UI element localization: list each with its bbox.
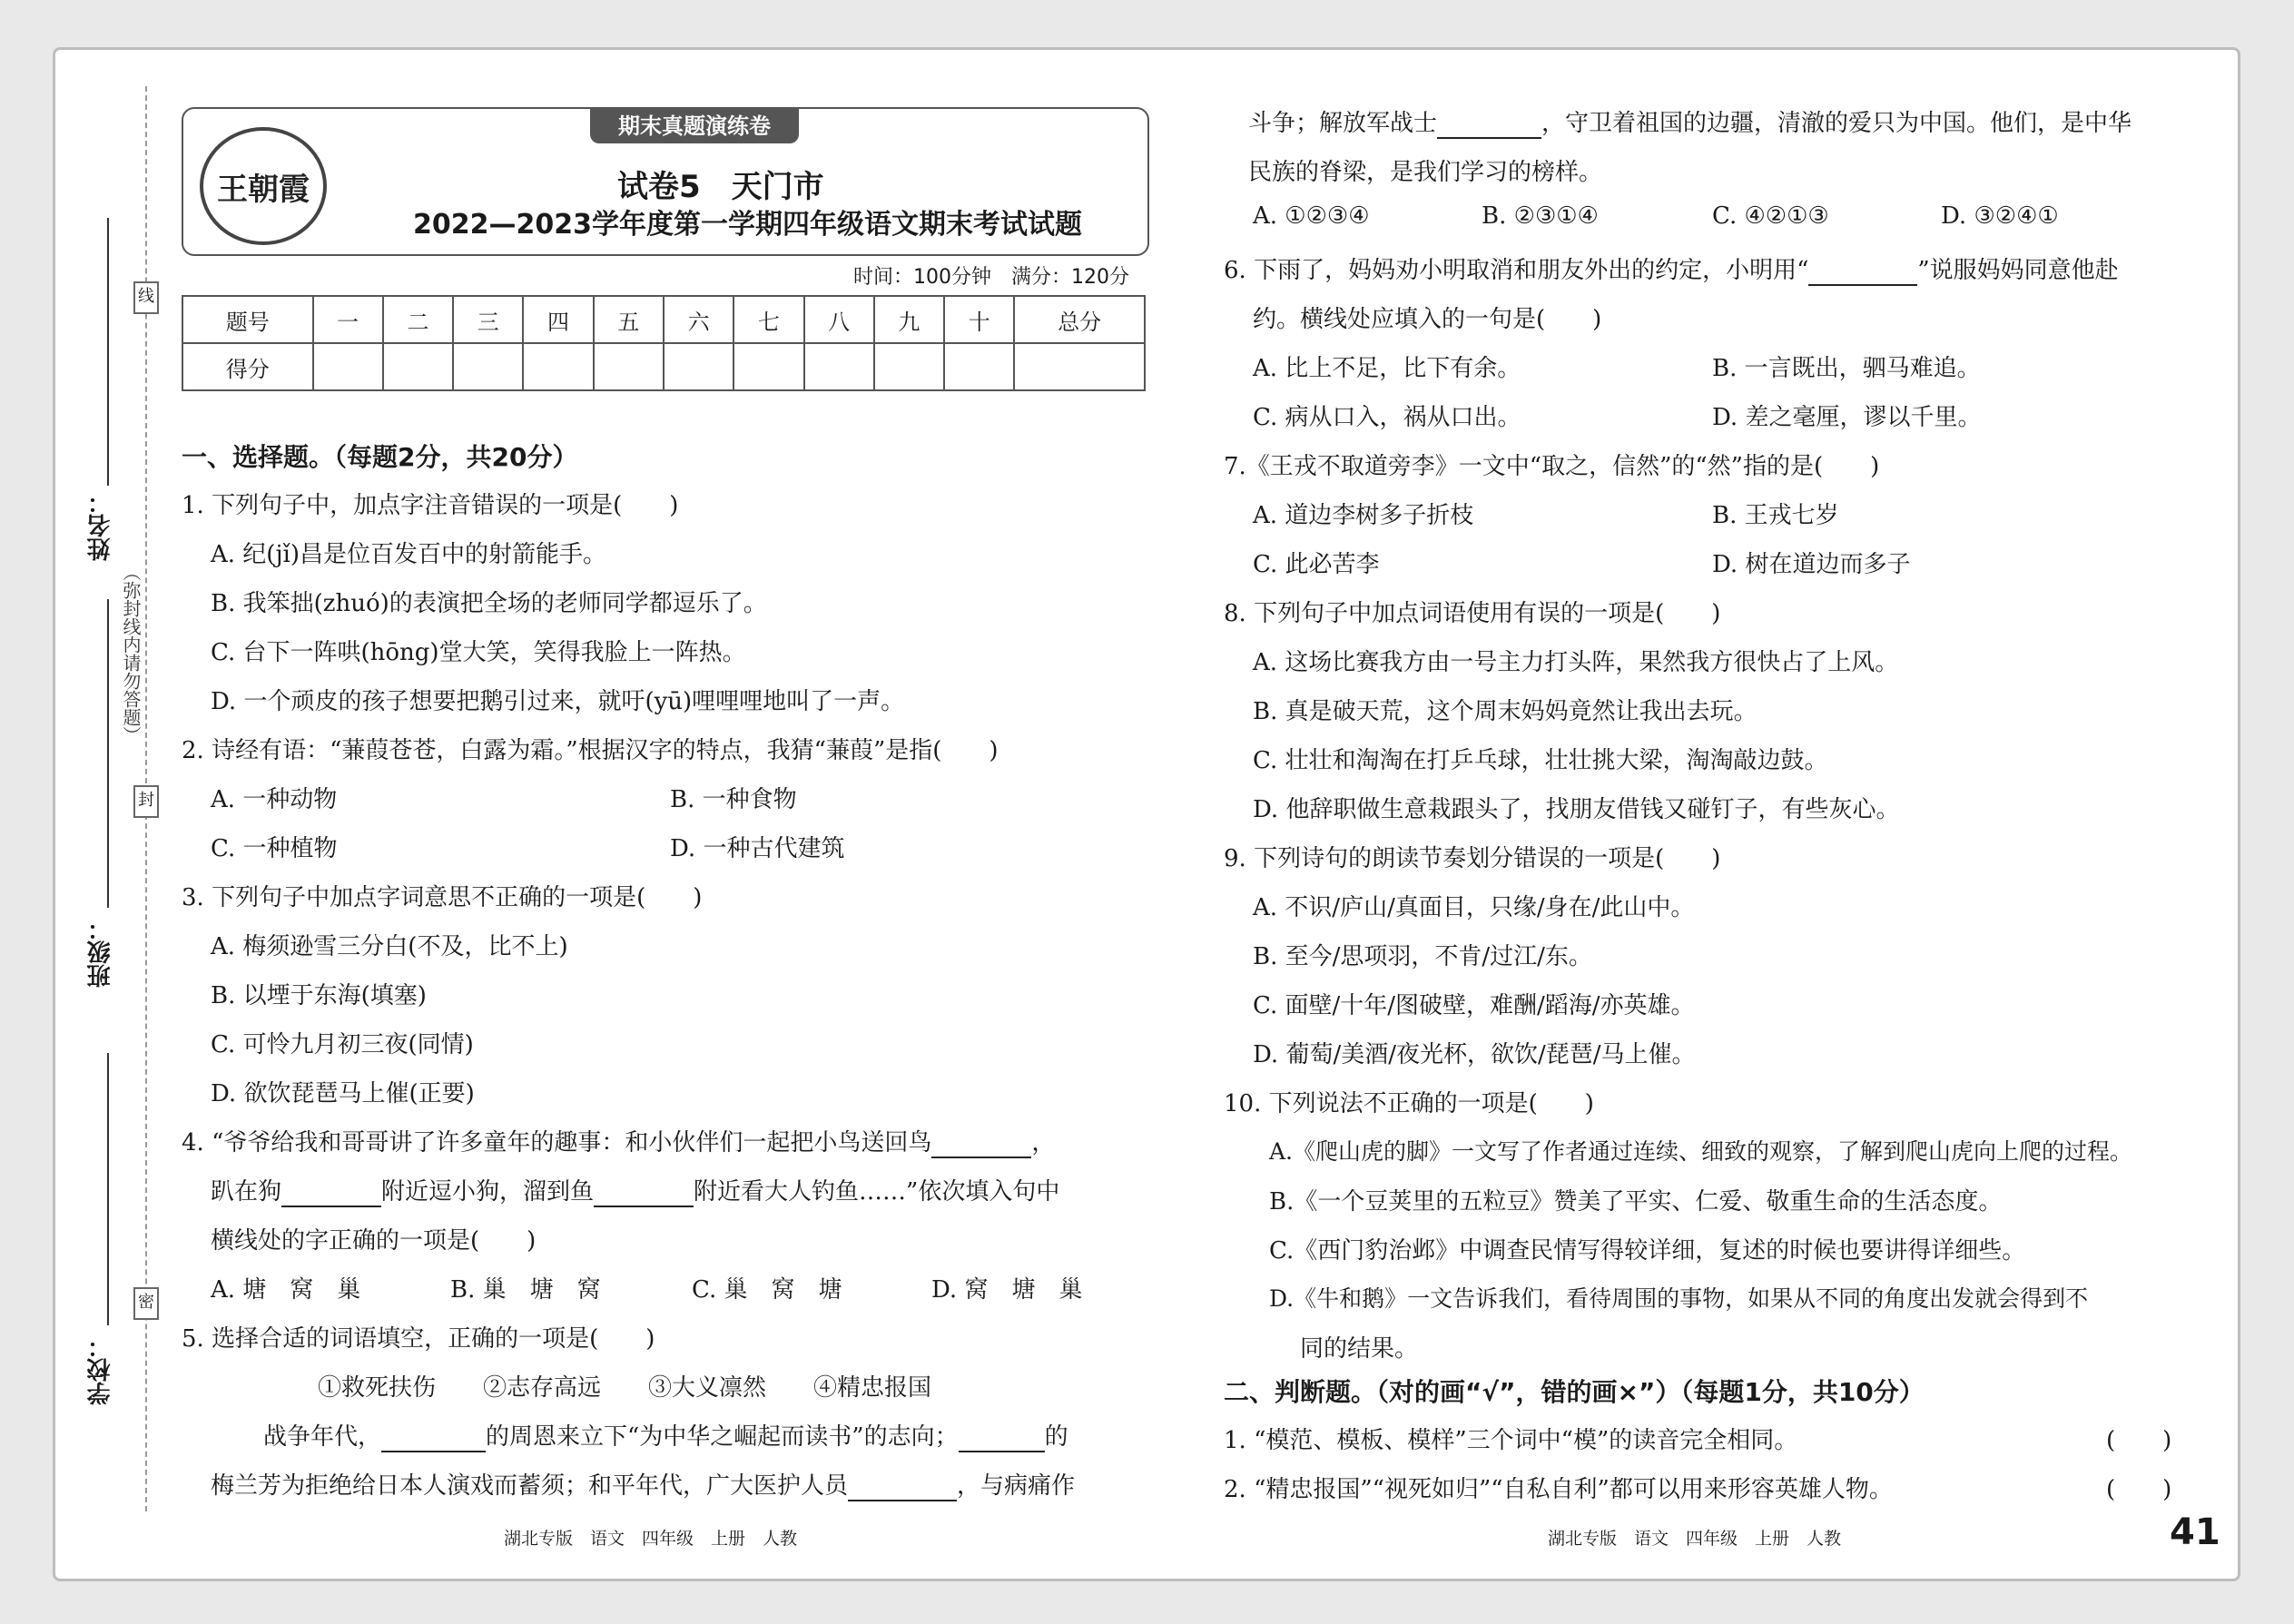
q1-option-b: B. 我笨拙(zhuó)的表演把全场的老师同学都逗乐了。 xyxy=(211,590,767,617)
question-10: 10. 下列说法不正确的一项是( ) xyxy=(1224,1090,1594,1117)
score-header-cell: 九 xyxy=(874,296,944,343)
q5-option-b: B. ②③①④ xyxy=(1482,202,1599,230)
score-header-cell: 二 xyxy=(383,296,453,343)
q7-option-b: B. 王戎七岁 xyxy=(1712,502,1839,529)
score-header-cell: 八 xyxy=(804,296,874,343)
score-header-cell: 总分 xyxy=(1014,296,1145,343)
score-cell[interactable] xyxy=(594,343,664,390)
q5-text: ，与病痛作 xyxy=(957,1472,1076,1500)
score-header-cell: 七 xyxy=(733,296,803,343)
school-field[interactable] xyxy=(107,1053,109,1325)
exam-meta: 时间：100分钟 满分：120分 xyxy=(853,266,1129,289)
class-field[interactable] xyxy=(107,599,109,908)
score-cell[interactable] xyxy=(313,343,383,390)
seal-mark-bottom: 密 xyxy=(133,1287,159,1320)
q8-option-d: D. 他辞职做生意栽跟头了，找朋友借钱又碰钉子，有些灰心。 xyxy=(1253,796,1900,823)
q9-option-a: A. 不识/庐山/真面目，只缘/身在/此山中。 xyxy=(1253,894,1695,921)
q5-text: 的 xyxy=(1044,1423,1068,1451)
q2-option-a: A. 一种动物 xyxy=(211,786,338,813)
q1-option-d: D. 一个顽皮的孩子想要把鹅引过来，就吁(yū)哩哩哩地叫了一声。 xyxy=(211,688,905,715)
q4-option-a: A. 塘 窝 巢 xyxy=(211,1276,361,1304)
question-6 xyxy=(1224,251,2119,286)
page-number: 41 xyxy=(2170,1511,2220,1553)
q10-option-d: D.《牛和鹅》一文告诉我们，看待周围的事物，如果从不同的角度出发就会得到不 xyxy=(1269,1285,2089,1312)
q5-passage-line4: 民族的脊梁，是我们学习的榜样。 xyxy=(1248,159,1603,186)
q4-line2-c: 附近看大人钓鱼……”依次填入句中 xyxy=(694,1178,1060,1206)
score-header-cell: 四 xyxy=(523,296,593,343)
score-cell[interactable] xyxy=(383,343,453,390)
q4-blank-1[interactable] xyxy=(931,1129,1031,1158)
judge-2-answer[interactable]: ( ) xyxy=(2106,1476,2172,1503)
seal-mark-top: 线 xyxy=(133,281,159,314)
publisher-logo xyxy=(200,127,327,245)
q3-option-d: D. 欲饮琵琶马上催(正要) xyxy=(211,1080,475,1107)
q6-option-b: B. 一言既出，驷马难追。 xyxy=(1712,355,1981,382)
score-cell[interactable] xyxy=(453,343,523,390)
q5-option-d: D. ③②④① xyxy=(1941,202,2059,230)
q5-option-a: A. ①②③④ xyxy=(1253,202,1370,230)
score-cell[interactable] xyxy=(944,343,1014,390)
q5-blank-4[interactable] xyxy=(1437,110,1541,139)
q5-blank-3[interactable] xyxy=(848,1472,957,1501)
q5-text: ，守卫着祖国的边疆，清澈的爱只为中国。他们，是中华 xyxy=(1541,110,2132,137)
score-row-label: 得分 xyxy=(182,343,313,390)
section-judge-title: 二、判断题。（对的画“√”，错的画×”）（每题1分，共10分） xyxy=(1224,1377,1925,1407)
q5-text: 战争年代， xyxy=(263,1423,382,1451)
q5-blank-2[interactable] xyxy=(959,1423,1045,1452)
q5-blank-1[interactable] xyxy=(381,1423,486,1452)
score-header-row xyxy=(182,296,1145,343)
question-8: 8. 下列句子中加点词语使用有误的一项是( ) xyxy=(1224,600,1721,627)
q5-text: 斗争；解放军战士 xyxy=(1248,110,1438,137)
judge-1: 1. “模范、模板、模样”三个词中“模”的读音完全相同。 xyxy=(1224,1427,1798,1454)
q4-line1: 4. “爷爷给我和哥哥讲了许多童年的趣事：和小伙伴们一起把小鸟送回鸟 xyxy=(182,1129,932,1156)
q9-option-b: B. 至今/思项羽，不肯/过江/东。 xyxy=(1253,943,1592,970)
judge-2: 2. “精忠报国”“视死如归”“自私自利”都可以用来形容英雄人物。 xyxy=(1224,1476,1893,1503)
q4-blank-3[interactable] xyxy=(594,1178,694,1207)
class-label: 班级： xyxy=(87,917,114,988)
q8-option-b: B. 真是破天荒，这个周末妈妈竟然让我出去玩。 xyxy=(1253,698,1757,725)
exam-title: 试卷5 天门市 xyxy=(617,169,824,205)
question-5: 5. 选择合适的词语填空，正确的一项是( ) xyxy=(182,1325,655,1353)
q7-option-a: A. 道边李树多子折枝 xyxy=(1253,502,1474,529)
q7-option-d: D. 树在道边而多子 xyxy=(1712,551,1911,578)
score-cell[interactable] xyxy=(874,343,944,390)
q6-blank[interactable] xyxy=(1808,257,1917,286)
score-header-cell: 题号 xyxy=(182,296,313,343)
q1-option-c: C. 台下一阵哄(hōng)堂大笑，笑得我脸上一阵热。 xyxy=(211,639,746,666)
seal-notice: （弥封线内请勿答题） xyxy=(120,563,142,744)
logo-text: 王朝霞 xyxy=(217,171,310,208)
q4-line2-a: 趴在狗 xyxy=(211,1178,282,1206)
question-9: 9. 下列诗句的朗读节奏划分错误的一项是( ) xyxy=(1224,845,1721,872)
q5-text: 的周恩来立下“为中华之崛起而读书”的志向； xyxy=(486,1423,959,1451)
q5-word-options: ①救死扶伤 ②志存高远 ③大义凛然 ④精忠报国 xyxy=(318,1374,932,1402)
q5-passage-line2 xyxy=(211,1467,1075,1501)
question-6-line2: 约。横线处应填入的一句是( ) xyxy=(1253,306,1602,333)
seal-mark-middle: 封 xyxy=(133,785,159,818)
q4-option-b: B. 巢 塘 窝 xyxy=(450,1276,601,1304)
question-4: 4. “爷爷给我和哥哥讲了许多童年的趣事：和小伙伴们一起把小鸟送回鸟 ， xyxy=(182,1129,1056,1156)
question-4-line2 xyxy=(211,1173,1059,1207)
q3-option-b: B. 以堙于东海(填塞) xyxy=(211,982,427,1009)
exam-subtitle: 2022—2023学年度第一学期四年级语文期末考试试题 xyxy=(413,209,1082,241)
question-1: 1. 下列句子中，加点字注音错误的一项是( ) xyxy=(182,492,679,519)
score-table xyxy=(182,295,1146,391)
score-value-row xyxy=(182,343,1145,390)
q1-option-a: A. 纪(jǐ)昌是位百发百中的射箭能手。 xyxy=(211,541,606,568)
q3-option-a: A. 梅须逊雪三分白(不及，比不上) xyxy=(211,933,568,960)
exam-banner: 期末真题演练卷 xyxy=(590,109,799,143)
q9-option-c: C. 面壁/十年/图破壁，难酬/蹈海/亦英雄。 xyxy=(1253,992,1695,1019)
q4-option-c: C. 巢 窝 塘 xyxy=(692,1276,842,1304)
q5-passage-line3 xyxy=(1248,104,2132,139)
q8-option-a: A. 这场比赛我方由一号主力打头阵，果然我方很快占了上风。 xyxy=(1253,649,1899,676)
score-header-cell: 五 xyxy=(594,296,664,343)
footer-right: 湖北专版 语文 四年级 上册 人教 xyxy=(1548,1529,1842,1549)
question-4-line3: 横线处的字正确的一项是( ) xyxy=(211,1227,537,1255)
question-2: 2. 诗经有语：“蒹葭苍苍，白露为霜。”根据汉字的特点，我猜“蒹葭”是指( ) xyxy=(182,737,999,764)
name-label: 姓名： xyxy=(87,490,114,561)
q8-option-c: C. 壮壮和淘淘在打乒乓球，壮壮挑大梁，淘淘敲边鼓。 xyxy=(1253,747,1828,774)
q2-option-b: B. 一种食物 xyxy=(670,786,797,813)
q10-option-a: A.《爬山虎的脚》一文写了作者通过连续、细致的观察，了解到爬山虎向上爬的过程。 xyxy=(1269,1138,2133,1165)
score-cell[interactable] xyxy=(733,343,803,390)
judge-1-answer[interactable]: ( ) xyxy=(2106,1427,2172,1454)
q4-blank-2[interactable] xyxy=(281,1178,381,1207)
score-header-cell: 一 xyxy=(313,296,383,343)
q2-option-d: D. 一种古代建筑 xyxy=(670,835,845,862)
score-header-cell: 十 xyxy=(944,296,1014,343)
q6-option-c: C. 病从口入，祸从口出。 xyxy=(1253,404,1521,431)
q4-line2-b: 附近逗小狗，溜到鱼 xyxy=(381,1178,595,1206)
q9-option-d: D. 葡萄/美酒/夜光杯，欲饮/琵琶/马上催。 xyxy=(1253,1041,1696,1068)
section-choice-title: 一、选择题。（每题2分，共20分） xyxy=(182,442,578,472)
q6-text: ”说服妈妈同意他赴 xyxy=(1917,257,2119,284)
q10-option-b: B.《一个豆荚里的五粒豆》赞美了平实、仁爱、敬重生命的生活态度。 xyxy=(1269,1188,2003,1216)
q10-option-c: C.《西门豹治邺》中调查民情写得较详细，复述的时候也要讲得详细些。 xyxy=(1269,1237,2026,1265)
q5-option-c: C. ④②①③ xyxy=(1712,202,1829,230)
score-header-cell: 六 xyxy=(664,296,733,343)
q6-option-d: D. 差之毫厘，谬以千里。 xyxy=(1712,404,1982,431)
question-7: 7.《王戎不取道旁李》一文中“取之，信然”的“然”指的是( ) xyxy=(1224,453,1880,480)
name-field[interactable] xyxy=(107,218,109,486)
q5-text: 梅兰芳为拒绝给日本人演戏而蓄须；和平年代，广大医护人员 xyxy=(211,1472,849,1500)
q3-option-c: C. 可怜九月初三夜(同情) xyxy=(211,1031,474,1058)
q4-option-d: D. 窝 塘 巢 xyxy=(931,1276,1083,1304)
question-3: 3. 下列句子中加点字词意思不正确的一项是( ) xyxy=(182,884,703,911)
score-header-cell: 三 xyxy=(453,296,523,343)
school-label: 学校： xyxy=(87,1334,114,1405)
q6-option-a: A. 比上不足，比下有余。 xyxy=(1253,355,1521,382)
score-cell[interactable] xyxy=(804,343,874,390)
footer-left: 湖北专版 语文 四年级 上册 人教 xyxy=(504,1529,798,1549)
q5-passage-line1 xyxy=(263,1418,1068,1452)
q2-option-c: C. 一种植物 xyxy=(211,835,338,862)
q6-text: 6. 下雨了，妈妈劝小明取消和朋友外出的约定，小明用“ xyxy=(1224,257,1809,284)
score-cell[interactable] xyxy=(523,343,593,390)
score-cell[interactable] xyxy=(1014,343,1145,390)
score-cell[interactable] xyxy=(664,343,733,390)
q7-option-c: C. 此必苦李 xyxy=(1253,551,1380,578)
q10-option-d-line2: 同的结果。 xyxy=(1300,1335,1419,1363)
